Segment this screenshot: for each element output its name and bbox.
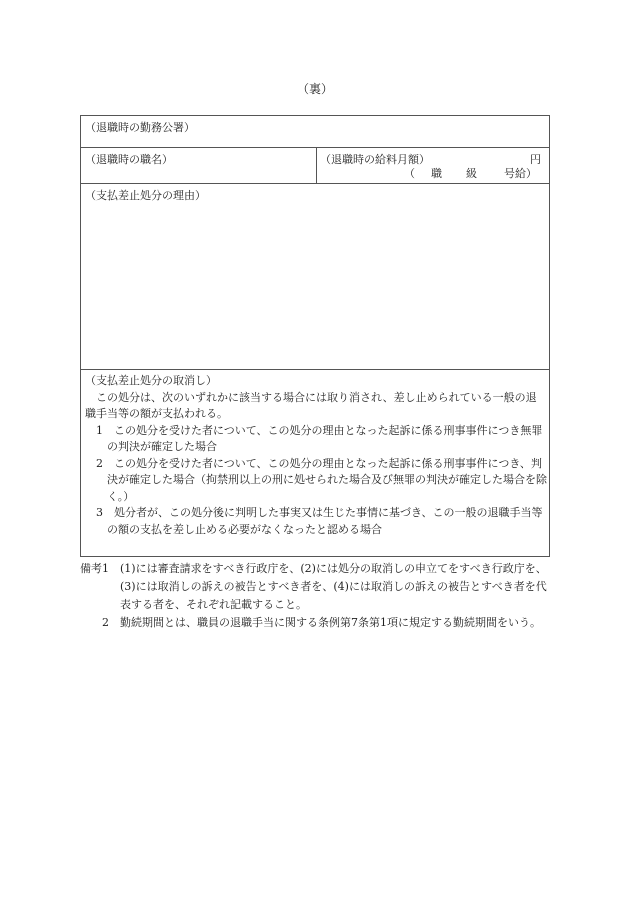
salary-cell: [316, 148, 549, 183]
office-label: （退職時の勤務公署）: [85, 121, 195, 134]
remark-head: 備考1: [80, 562, 109, 575]
remark-2-text: 勤続期間とは、職員の退職手当に関する条例第7条第1項に規定する勤続期間をいう。: [120, 616, 541, 629]
grade-open-paren: （: [404, 167, 415, 180]
cancel-row: [81, 370, 549, 556]
remark-1-text: (1)には審査請求をすべき行政庁を、(2)には処分の取消しの申立てをすべき行政庁を、(3)には取消しの訴えの被告とすべき者を、(4)には取消しの訴えの被告とすべき者を代表する者を、それぞれ記載すること。: [120, 562, 547, 611]
cancel-intro: この処分は、次のいずれかに該当する場合には取り消され、差し止められている一般の退職手当等の額が支払われる。: [85, 390, 537, 420]
salary-label: （退職時の給料月額）: [320, 153, 430, 166]
position-salary-row: [81, 148, 549, 184]
grade-shoku: 職: [431, 167, 442, 180]
remark-1: [80, 560, 552, 614]
reason-label: （支払差止処分の理由）: [85, 189, 206, 202]
reason-row: [81, 184, 549, 370]
cancel-item-3: 3 処分者が、この処分後に判明した事実又は生じた事情に基づき、この一般の退職手当等の額の支払を差し止める必要がなくなったと認める場合: [96, 506, 543, 536]
disposition-form: [80, 115, 550, 557]
grade-gokyu: 号給）: [504, 167, 537, 180]
grade-kyu: 級: [466, 167, 477, 180]
cancel-item-2: 2 この処分を受けた者について、この処分の理由となった起訴に係る刑事事件につき、判決が確定した場合（拘禁刑以上の刑に処せられた場合及び無罪の判決が確定した場合を除く。）: [96, 456, 547, 503]
cancel-item-1: 1 この処分を受けた者について、この処分の理由となった起訴に係る刑事事件につき無罪の判決が確定した場合: [96, 423, 543, 453]
office-row: [81, 116, 549, 148]
remarks: [80, 560, 552, 632]
position-cell: [81, 148, 317, 183]
remark-2-number: 2: [102, 616, 109, 629]
yen-unit: 円: [530, 153, 541, 166]
remark-2: [80, 614, 552, 632]
position-label: （退職時の職名）: [85, 153, 173, 166]
page-title: （裏）: [296, 82, 333, 96]
cancel-label: （支払差止処分の取消し）: [85, 374, 217, 387]
cancel-text: [85, 373, 547, 538]
